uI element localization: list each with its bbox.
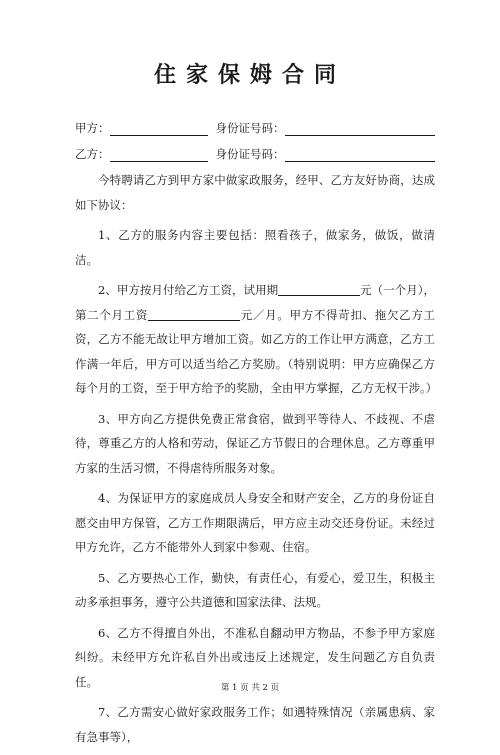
party-a-label: 甲方：: [75, 121, 110, 135]
clause-6: 6、乙方不得擅自外出，不准私自翻动甲方物品，不参予甲方家庭纠纷。未经甲方允许私自外出或违反上述规定，发生问题乙方自负责任。: [75, 625, 435, 689]
party-b-label: 乙方：: [75, 147, 110, 161]
clause-7: 7、乙方需安心做好家政服务工作；如遇特殊情况（亲属患病、家有急事等），: [75, 705, 435, 744]
clause-5: 5、乙方要热心工作，勤快，有责任心，有爱心，爱卫生，积极主动多承担事务，遵守公共道德和国家法律、法规。: [75, 570, 435, 609]
probation-wage-blank: [278, 283, 360, 296]
party-a-row: [75, 120, 435, 136]
document-title: 住家保姆合同: [153, 63, 346, 88]
monthly-wage-blank: [148, 308, 240, 321]
party-b-name-blank: [110, 149, 208, 162]
party-a-id-label: 身份证号码：: [215, 121, 285, 135]
party-b-id-blank: [285, 149, 435, 162]
clause-4: 4、为保证甲方的家庭成员人身安全和财产安全，乙方的身份证自愿交由甲方保管，乙方工作期限满后，甲方应主动交还身份证。未经过甲方允许，乙方不能带外人到家中参观、住宿。: [75, 491, 435, 554]
page-number-footer: 第 1 页 共 2 页: [220, 683, 280, 693]
party-a-id-blank: [285, 123, 435, 136]
contract-body: [75, 168, 438, 755]
clause-2-part-c: 元／月。甲方不得苛扣、拖欠乙方工资，乙方不能无故让甲方增加工资。如乙方的工作让甲方满意，乙方工作满一年后，甲方可以适当给乙方奖励。（特别说明：甲方应确保乙方每个月的工资，至于甲方给予的奖励，全由甲方掌握，乙方无权干涉。）: [75, 307, 438, 395]
clause-2-part-a: 2、甲方按月付给乙方工资，试用期: [98, 283, 279, 297]
party-b-row: [75, 146, 435, 162]
clause-2: [75, 278, 438, 401]
party-b-id-label: 身份证号码：: [215, 147, 285, 161]
clause-2-part-b: 元（一个月），第二个月工资: [75, 283, 435, 322]
intro-paragraph: 今特聘请乙方到甲方家中做家政服务，经甲、乙方友好协商，达成如下协议：: [75, 173, 435, 212]
party-a-name-blank: [110, 123, 208, 136]
clause-1: 1、乙方的服务内容主要包括：照看孩子，做家务，做饭，做清洁。: [75, 228, 435, 267]
clause-3: 3、甲方向乙方提供免费正常食宿，做到平等待人、不歧视、不虐待，尊重乙方的人格和劳动，保证乙方节假日的合理休息。乙方尊重甲方家的生活习惯，不得虐待所服务对象。: [75, 411, 435, 475]
